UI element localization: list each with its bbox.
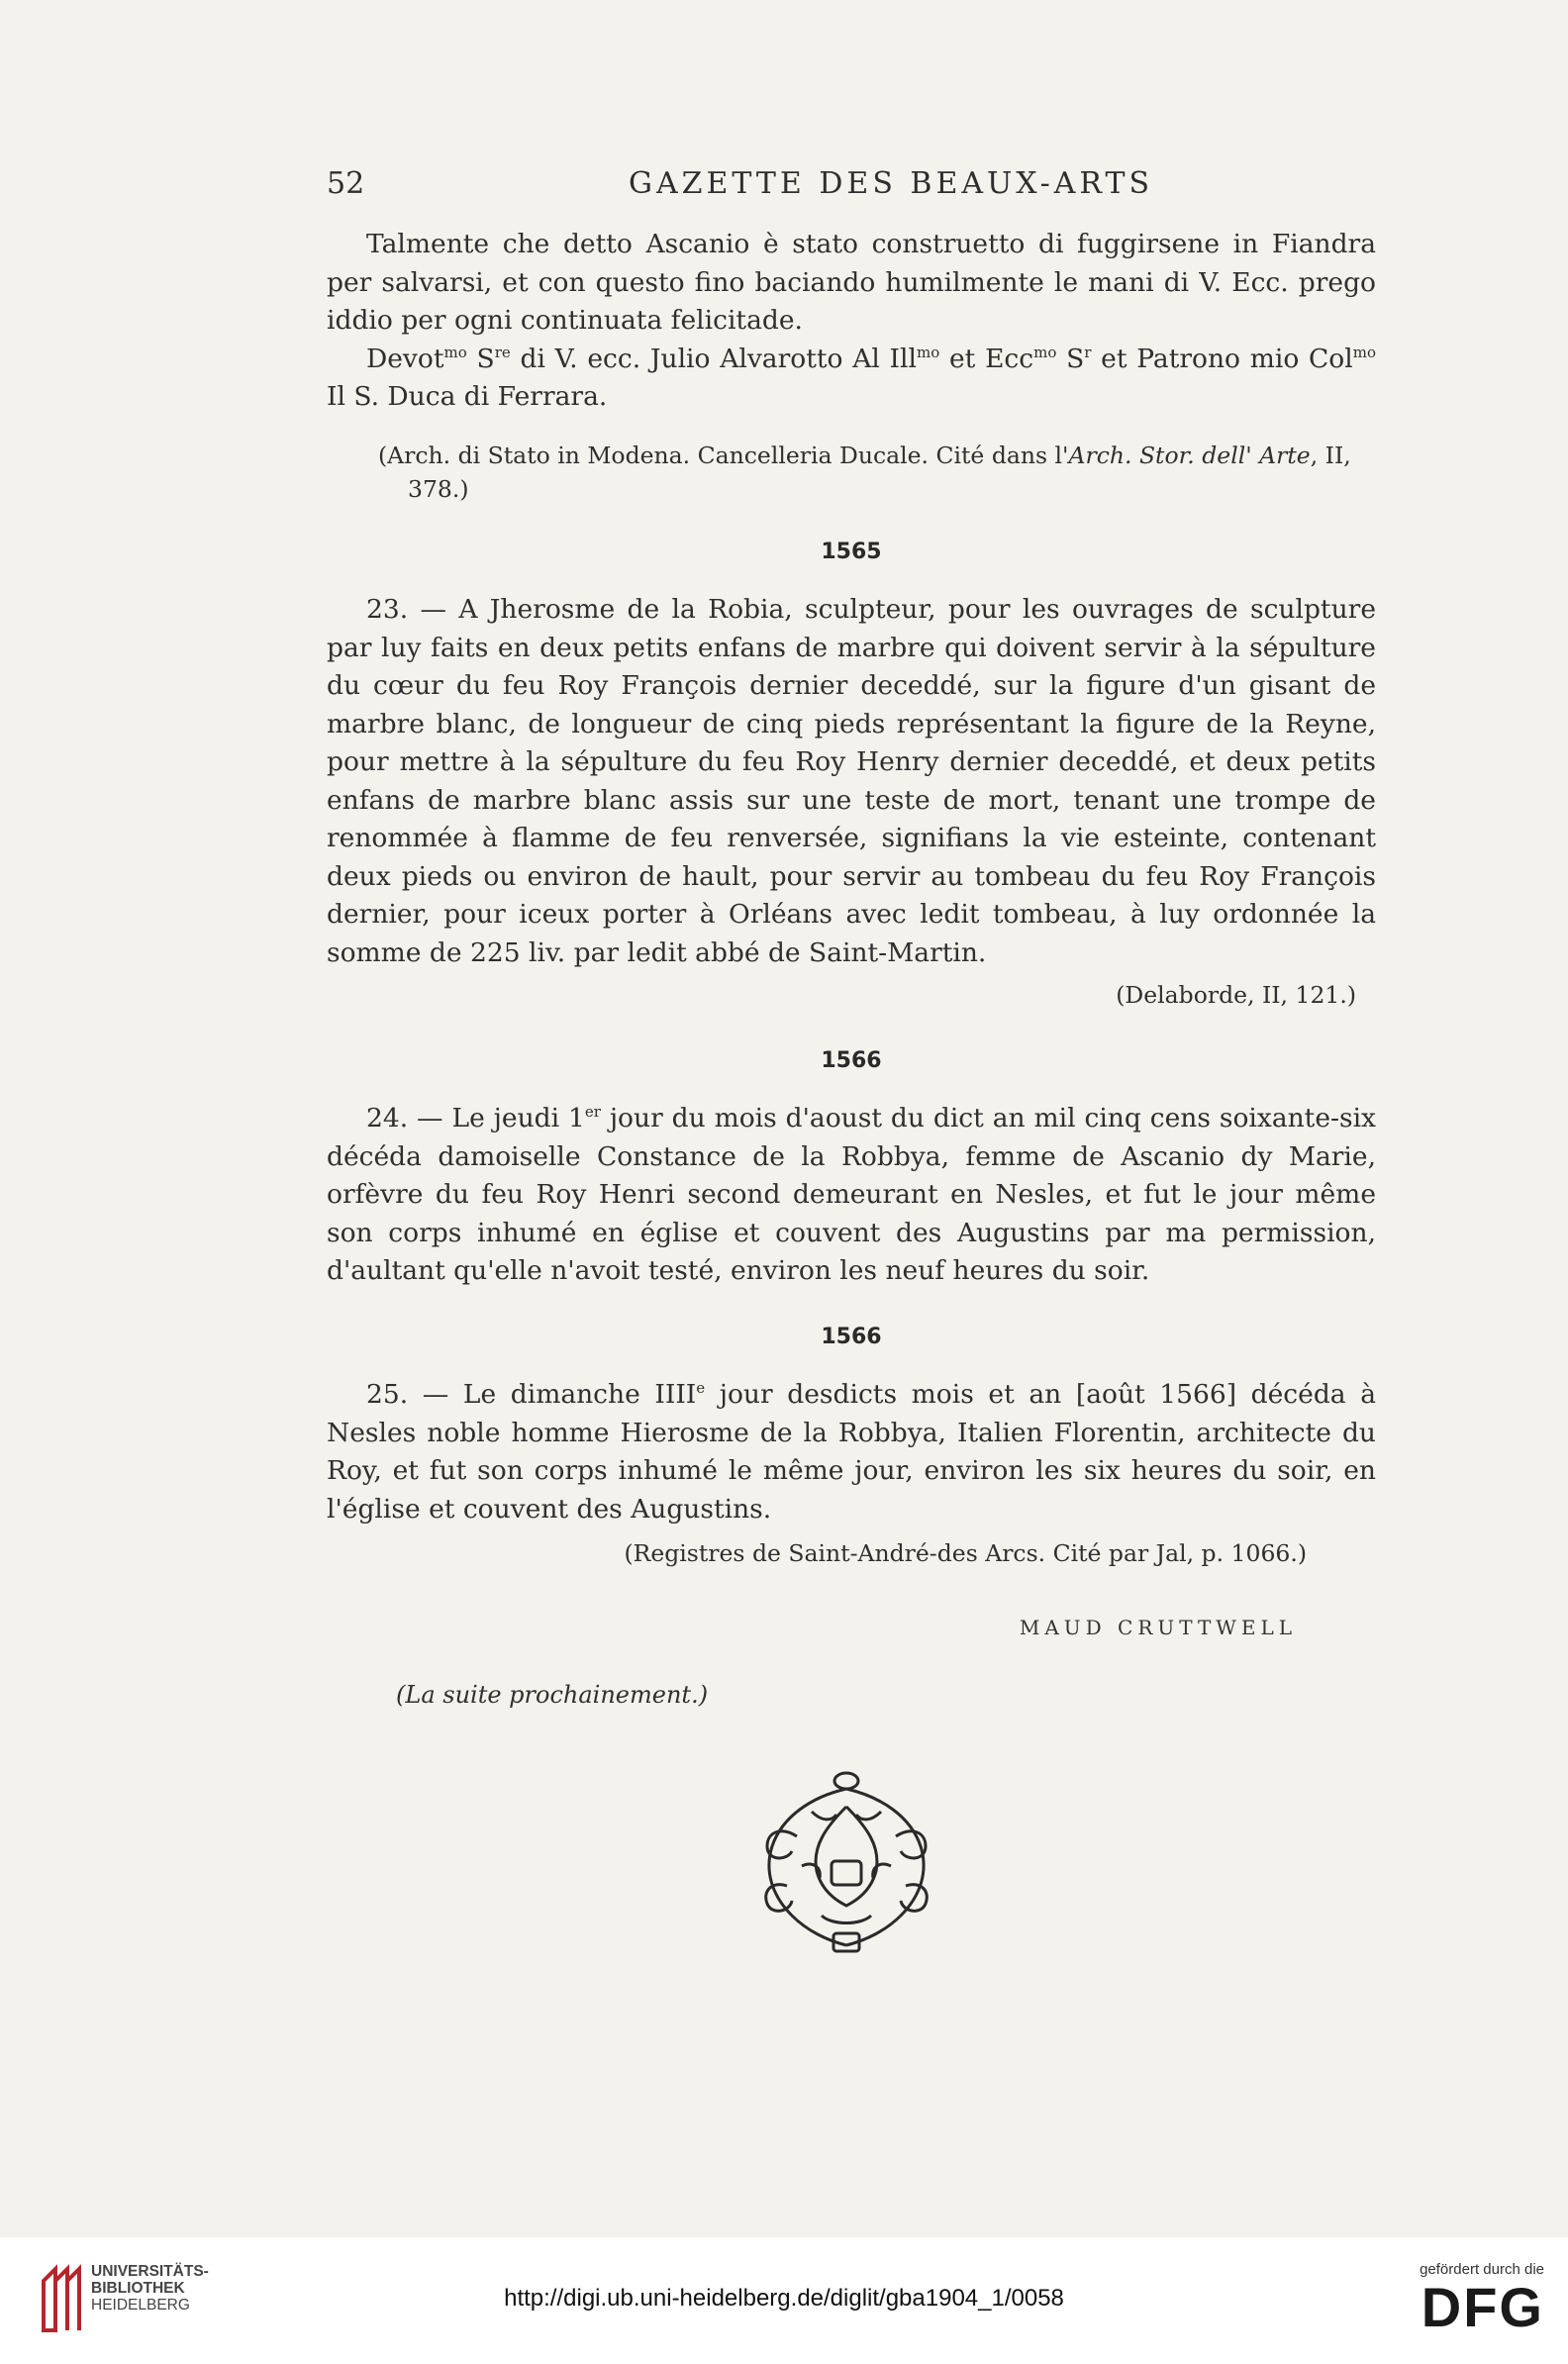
author-signature: MAUD CRUTTWELL — [1019, 1615, 1297, 1639]
entry-25-citation: (Registres de Saint-André-des Arcs. Cité par Jal, p. 1066.) — [624, 1539, 1307, 1567]
year-heading-1566-second: 1566 — [821, 1324, 882, 1349]
entry-23-citation: (Delaborde, II, 121.) — [1116, 981, 1356, 1009]
page-number: 52 — [327, 166, 365, 201]
running-title: GAZETTE DES BEAUX-ARTS — [628, 166, 1154, 201]
page-body — [327, 226, 1376, 1715]
funder-block — [1396, 2261, 1544, 2337]
letter-citation: (Arch. di Stato in Modena. Cancelleria Ducale. Cité dans l'Arch. Stor. dell' Arte, II, 378.) — [378, 441, 1351, 503]
letter-paragraph: Talmente che detto Ascanio è stato construetto di fuggirsene in Fiandra per salvarsi, et con questo fino baciando humilmente le mani di V. Ecc. prego iddio per ogni continuata felicitade. — [327, 229, 1376, 336]
funder-text: gefördert durch die — [1420, 2261, 1544, 2278]
page-header — [327, 166, 1376, 210]
entry-25: 25. — Le dimanche IIIIe jour desdicts mois et an [août 1566] décéda à Nesles noble homme Hierosme de la Robbya, Italien Florentin, architecte du Roy, et fut son corps inhumé le même jour, environ les six heures du soir, en l'église et couvent des Augustins. — [327, 1379, 1377, 1525]
library-name: UNIVERSITÄTS- BIBLIOTHEK HEIDELBERG — [91, 2263, 209, 2314]
dfg-logo: DFG — [1421, 2276, 1544, 2338]
year-heading-1565: 1565 — [821, 539, 882, 564]
ornament-vignette-icon — [742, 1767, 950, 1955]
entry-24: 24. — Le jeudi 1er jour du mois d'aoust du dict an mil cinq cens soixante-six décéda damoiselle Constance de la Robbya, femme de Ascanio dy Marie, orfèvre du feu Roy Henri second demeurant en Nesles, et fut le jour même son corps inhumé en église et couvent des Augustins par ma permission, d'aultant qu'elle n'avoit testé, environ les neuf heures du soir. — [327, 1103, 1376, 1286]
entry-23: 23. — A Jherosme de la Robia, sculpteur, pour les ouvrages de sculpture par luy faits en deux petits enfans de marbre qui doivent servir à la sépulture du cœur du feu Roy François dernier deceddé, sur la figure d'un gisant de marbre blanc, de longueur de cinq pieds représentant la figure de la Reyne, pour mettre à la sépulture du feu Roy Henry dernier deceddé, et deux petits enfans de marbre blanc assis sur une teste de mort, tenant une trompe de renommée à flamme de feu renversée, signifians la vie esteinte, contenant deux pieds ou environ de hault, pour servir au tombeau du feu Roy François dernier, pour iceux porter à Orléans avec ledit tombeau, à luy ordonnée la somme de 225 liv. par ledit abbé de Saint-Martin. — [327, 594, 1376, 968]
letter-signature: Devot$^{mo}$ $S^{re}$ di V. ecc. Julio Alvarotto Al Ill$^{mo}$ et Ecc$^{mo}$ $S^r$ et Patrono mio Col$^{mo}$ Il S. Duca di Ferrara. — [327, 343, 1376, 412]
year-heading-1566-first: 1566 — [821, 1047, 882, 1073]
to-be-continued-note: (La suite prochainement.) — [396, 1681, 709, 1709]
permalink-url[interactable]: http://digi.ub.uni-heidelberg.de/diglit/gba1904_1/0058 — [504, 2285, 1064, 2312]
